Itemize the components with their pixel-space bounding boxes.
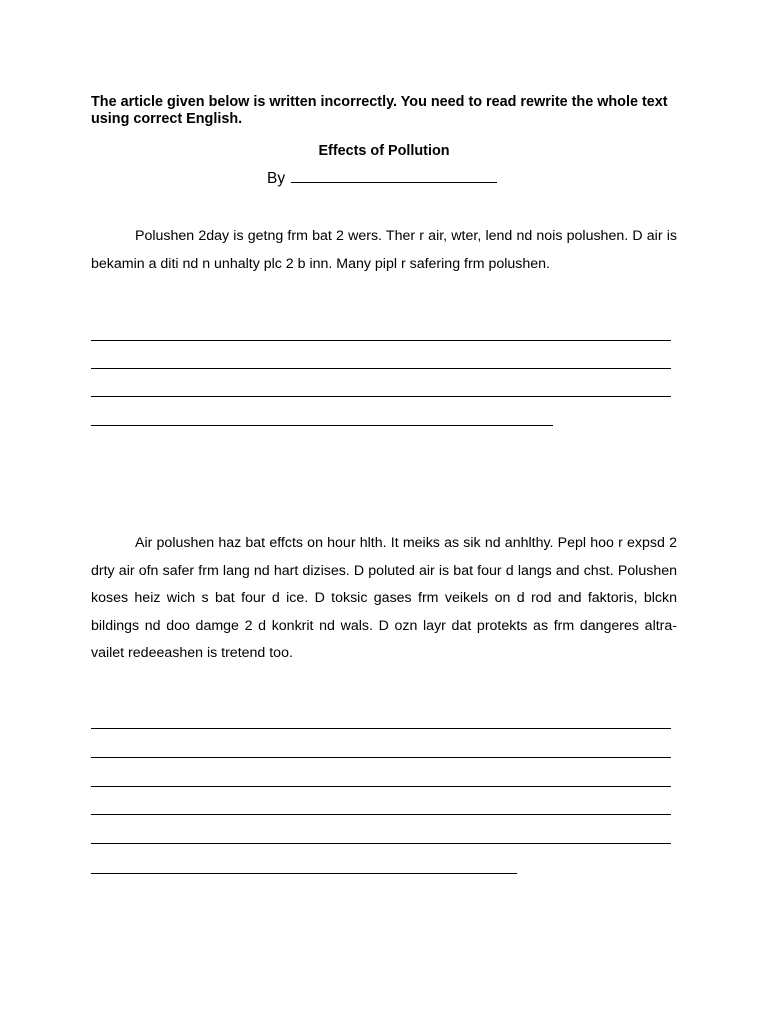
answer-line[interactable] [91, 425, 553, 426]
answer-line[interactable] [91, 786, 671, 787]
author-name-blank[interactable] [291, 169, 497, 183]
byline-label: By [267, 170, 286, 187]
answer-line[interactable] [91, 873, 517, 874]
instructions-text: The article given below is written incorrectly. You need to read rewrite the whole text using correct English. [91, 94, 668, 127]
article-paragraph-1: Polushen 2day is getng frm bat 2 wers. Ther r air, wter, lend nd nois polushen. D air is bekamin a diti nd n unhalty plc 2 b inn. Many pipl r safering frm polushen. [91, 228, 677, 272]
article-paragraph-2: Air polushen haz bat effcts on hour hlth. It meiks as sik nd anhlthy. Pepl hoo r expsd 2 drty air ofn safer frm lang nd hart dizises. D poluted air is bat four d langs and chst. Polushen koses heiz wich s bat four d ice. D toksic gases frm veikels on d rod and faktoris, blckn bildings nd doo damge 2 d konkrit nd wals. D ozn layr dat protekts as frm dangeres altra-vailet redeeashen is tretend too. [91, 535, 677, 661]
answer-line[interactable] [91, 843, 671, 844]
answer-line[interactable] [91, 396, 671, 397]
byline [267, 169, 497, 189]
answer-line[interactable] [91, 368, 671, 369]
article-title: Effects of Pollution [318, 143, 450, 159]
answer-line[interactable] [91, 814, 671, 815]
answer-line[interactable] [91, 728, 671, 729]
answer-line[interactable] [91, 340, 671, 341]
answer-line[interactable] [91, 757, 671, 758]
